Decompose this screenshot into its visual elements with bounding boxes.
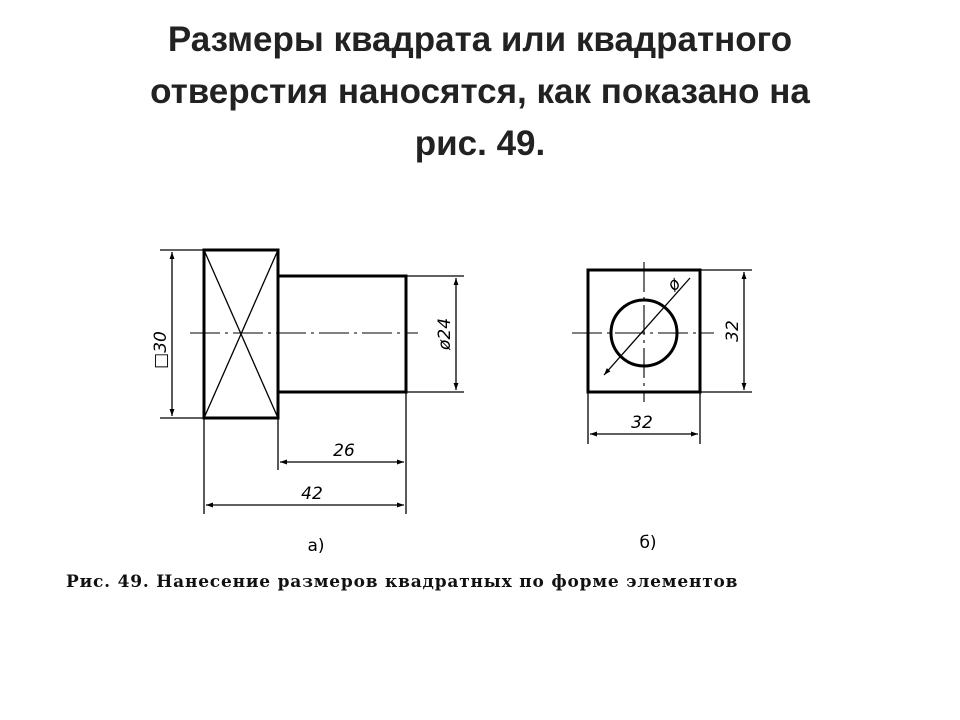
dim-diameter-24: ø24 bbox=[435, 317, 455, 351]
title-line-1: Размеры квадрата или квадратного bbox=[167, 20, 793, 59]
dim-height-32: 32 bbox=[723, 320, 743, 342]
figure-b bbox=[572, 262, 752, 553]
figure-a bbox=[151, 250, 464, 556]
cylinder-shank bbox=[278, 276, 406, 392]
figure-b-label: б) bbox=[639, 533, 657, 553]
figure-a-label: а) bbox=[307, 536, 325, 556]
title-line-2: отверстия наносятся, как показано на bbox=[150, 72, 810, 111]
dim-square-30: □30 bbox=[151, 331, 171, 369]
figure-caption: Рис. 49. Нанесение размеров квадратных по форме элементов bbox=[66, 572, 739, 592]
dim-42: 42 bbox=[301, 484, 323, 504]
dim-26: 26 bbox=[333, 441, 355, 461]
dim-diameter: ø bbox=[663, 274, 686, 296]
title-line-3: рис. 49. bbox=[414, 124, 546, 163]
dim-width-32: 32 bbox=[631, 413, 653, 433]
